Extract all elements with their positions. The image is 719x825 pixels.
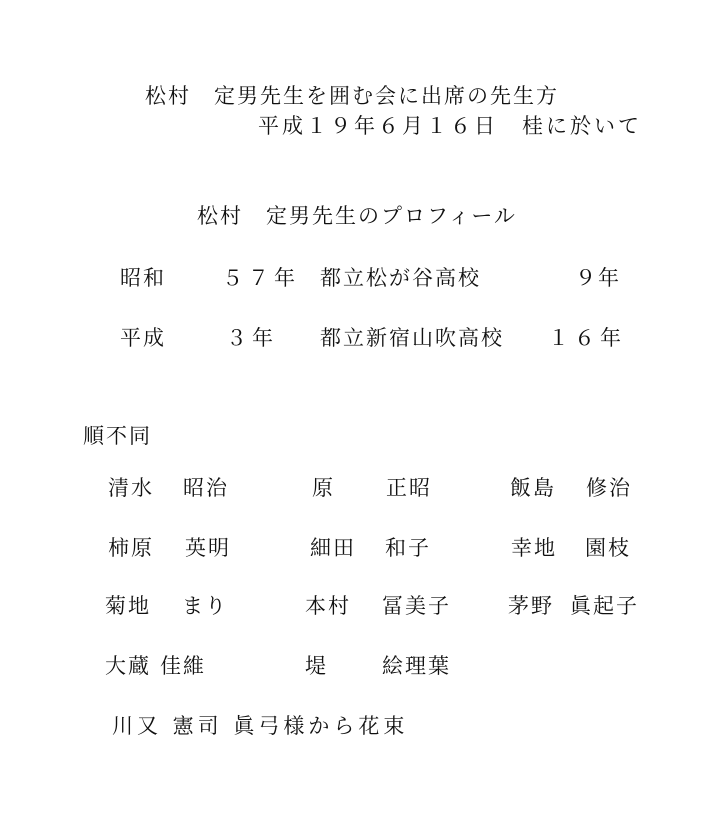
- profile-school: 都立新宿山吹高校: [320, 326, 504, 350]
- profile-duration: １６年: [548, 326, 626, 350]
- profile-heading: 松村 定男先生のプロフィール: [197, 204, 517, 228]
- attendee-family-name: 原: [312, 476, 335, 500]
- attendee-given-name: 修治: [586, 476, 632, 500]
- attendee-given-name: 冨美子: [382, 594, 451, 618]
- attendee-family-name: 幸地: [511, 536, 557, 560]
- profile-year: ３年: [226, 326, 278, 350]
- attendee-given-name: 絵理葉: [382, 654, 451, 678]
- document-subtitle: 平成１９年６月１６日 桂に於いて: [258, 114, 642, 138]
- attendee-given-name: 園枝: [585, 536, 631, 560]
- attendee-given-name: 佳維: [160, 654, 206, 678]
- document-title: 松村 定男先生を囲む会に出席の先生方: [145, 84, 559, 108]
- attendee-given-name: 和子: [385, 536, 431, 560]
- profile-duration: ９年: [575, 266, 621, 290]
- attendee-given-name: 昭治: [183, 476, 229, 500]
- profile-year: ５７年: [222, 266, 300, 290]
- attendee-given-name: まり: [182, 594, 228, 618]
- attendee-family-name: 大蔵: [105, 654, 151, 678]
- profile-era: 昭和: [120, 266, 166, 290]
- attendee-family-name: 本村: [305, 594, 351, 618]
- attendee-given-name: 眞起子: [570, 594, 639, 618]
- attendee-given-name: 英明: [185, 536, 231, 560]
- attendee-family-name: 飯島: [510, 476, 556, 500]
- attendee-family-name: 柿原: [108, 536, 154, 560]
- profile-school: 都立松が谷高校: [320, 266, 481, 290]
- attendee-family-name: 茅野: [508, 594, 554, 618]
- attendee-family-name: 細田: [310, 536, 356, 560]
- attendee-given-name: 正昭: [386, 476, 432, 500]
- order-note: 順不同: [83, 424, 152, 448]
- attendee-family-name: 堤: [305, 654, 328, 678]
- attendee-family-name: 清水: [108, 476, 154, 500]
- profile-era: 平成: [120, 326, 166, 350]
- bouquet-note: 川又 憲司 眞弓様から花束: [112, 714, 409, 738]
- attendee-family-name: 菊地: [105, 594, 151, 618]
